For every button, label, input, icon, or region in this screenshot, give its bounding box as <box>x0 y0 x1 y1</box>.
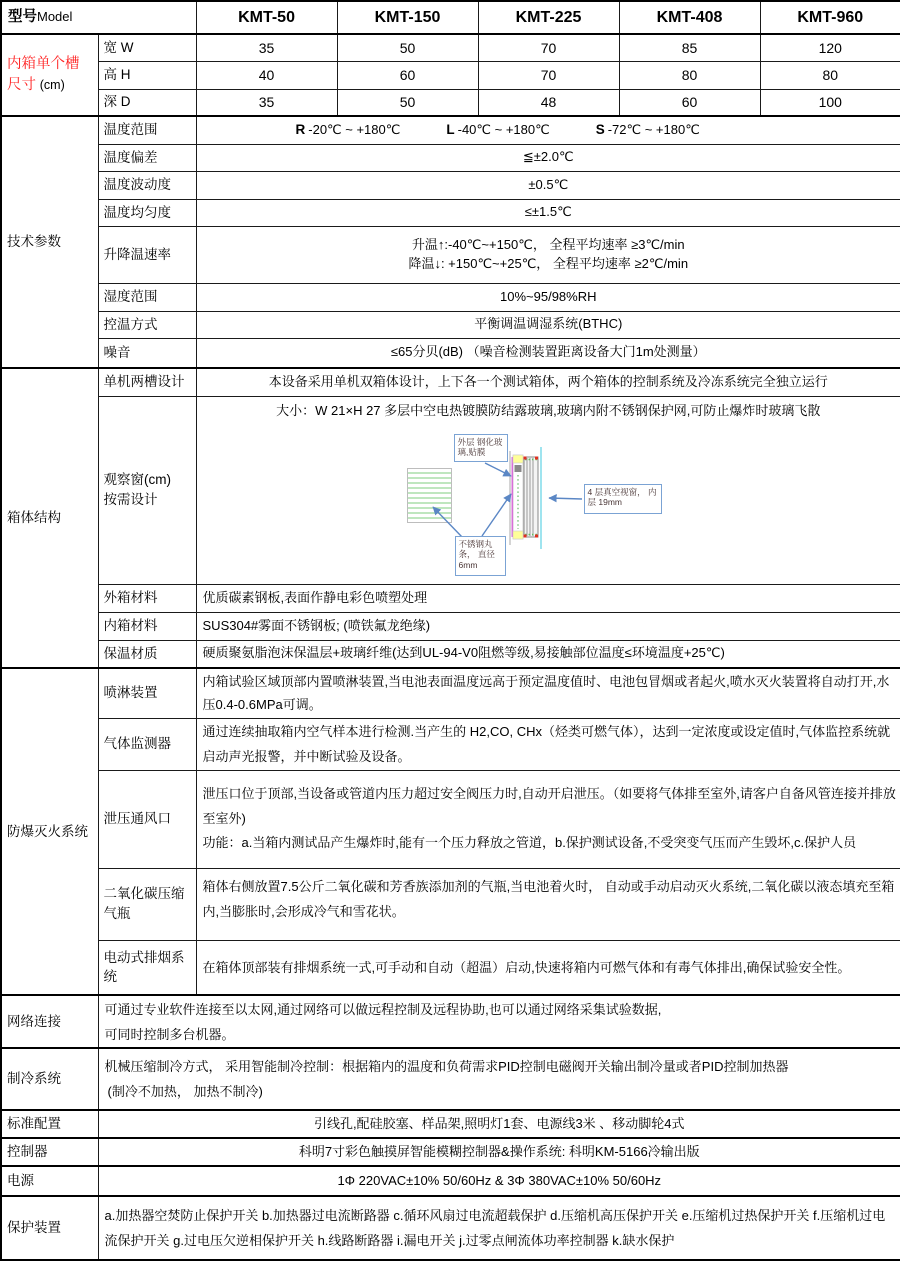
model-kmt-225: KMT-225 <box>478 1 619 34</box>
tech-row-noise <box>1 338 900 368</box>
dim-row-height <box>1 61 900 89</box>
dim-width-kmt408: 85 <box>619 34 760 61</box>
structure-row-inner-material <box>1 612 900 640</box>
structure-row-insulation <box>1 640 900 668</box>
structure-row-window <box>1 396 900 584</box>
dim-row-width <box>1 34 900 61</box>
temp-deviation-value: ≦±2.0℃ <box>196 144 900 171</box>
callout-vacuum-window: 4 层真空视窗， 内层 19mm <box>584 484 662 514</box>
noise-value: ≤65分贝(dB) （噪音检测装置距离设备大门1m处测量） <box>196 338 900 368</box>
window-label <box>98 396 196 584</box>
model-label-cn: 型号 <box>8 8 37 25</box>
network-line1: 可通过专业软件连接至以太网,通过网络可以做远程控制及远程协助,也可以通过网络采集试验数据, <box>104 1001 662 1017</box>
ramp-rate-label: 升降温速率 <box>98 226 196 283</box>
pressure-vent-line2: 功能：a.当箱内测试品产生爆炸时,能有一个压力释放之管道，b.保护测试设备,不受突变气压而产生毁坏,c.保护人员 <box>202 835 857 851</box>
dim-height-label: 高 H <box>98 61 196 89</box>
model-kmt-150: KMT-150 <box>337 1 478 34</box>
pressure-vent-line1: 泄压口位于顶部,当设备或管道内压力超过安全阀压力时,自动开启泄压。（如要将气体排至室外,请客户自备风管连接并排放至室外) <box>202 786 896 826</box>
fire-row-gas-monitor <box>1 718 900 770</box>
control-mode-label: 控温方式 <box>98 311 196 338</box>
insulation-label: 保温材质 <box>98 640 196 668</box>
temp-fluctuation-value: ±0.5℃ <box>196 171 900 199</box>
inner-dim-unit: (cm) <box>39 78 65 92</box>
dim-width-kmt50: 35 <box>196 34 337 61</box>
network-label: 网络连接 <box>1 995 98 1048</box>
temp-uniformity-label: 温度均匀度 <box>98 199 196 226</box>
row-standard-config <box>1 1110 900 1138</box>
temp-range-value <box>196 116 900 144</box>
dim-height-kmt960: 80 <box>760 61 900 89</box>
network-value <box>98 995 900 1048</box>
control-mode-value: 平衡调温调湿系统(BTHC) <box>196 311 900 338</box>
tech-row-control-mode <box>1 311 900 338</box>
section-structure: 箱体结构 <box>1 368 98 668</box>
cooling-line1: 机械压缩制冷方式， 采用智能制冷控制：根据箱内的温度和负荷需求PID控制电磁阀开关输出制冷量或者PID控制加热器 <box>104 1059 789 1074</box>
temp-range-s: S -72℃ ~ +180℃ <box>595 122 700 138</box>
row-cooling <box>1 1048 900 1110</box>
temp-range-label: 温度范围 <box>98 116 196 144</box>
inner-dim-label-red: 内箱单个槽尺寸 <box>7 55 80 93</box>
co2-cylinder-label: 二氧化碳压缩气瓶 <box>98 868 196 940</box>
protection-value: a.加热器空焚防止保护开关 b.加热器过电流断路器 c.循环风扇过电流超载保护 d.压缩机高压保护开关 e.压缩机过热保护开关 f.压缩机过电流保护开关 g.过电压欠逆相保护开关 h.线路断路器 i.漏电开关 j.过零点闸流体功率控制器 k.缺水保护 <box>98 1196 900 1260</box>
dual-chamber-value: 本设备采用单机双箱体设计，上下各一个测试箱体，两个箱体的控制系统及冷冻系统完全独立运行 <box>196 368 900 396</box>
dim-height-kmt150: 60 <box>337 61 478 89</box>
pressure-vent-label: 泄压通风口 <box>98 770 196 868</box>
window-label-line1: 观察窗(cm) <box>103 472 171 488</box>
section-fire-system: 防爆灭火系统 <box>1 668 98 995</box>
callout-steel-mesh: 不锈钢丸条， 直径 6mm <box>455 536 506 576</box>
model-header-cell <box>1 1 196 34</box>
smoke-exhaust-value: 在箱体顶部装有排烟系统一式,可手动和自动（超温）启动,快速将箱内可燃气体和有毒气体排出,确保试验安全性。 <box>196 940 900 995</box>
fire-row-pressure-vent <box>1 770 900 868</box>
dim-width-kmt225: 70 <box>478 34 619 61</box>
cooling-line2: (制冷不加热， 加热不制冷) <box>107 1084 263 1099</box>
row-power <box>1 1166 900 1196</box>
temp-fluctuation-label: 温度波动度 <box>98 171 196 199</box>
temp-range-groups <box>201 120 897 140</box>
temp-uniformity-value: ≤±1.5℃ <box>196 199 900 226</box>
dim-depth-kmt408: 60 <box>619 89 760 116</box>
humidity-label: 湿度范围 <box>98 283 196 311</box>
model-kmt-960: KMT-960 <box>760 1 900 34</box>
controller-value: 科明7寸彩色触摸屏智能模糊控制器&操作系统: 科明KM-5166冷输出版 <box>98 1138 900 1166</box>
dim-depth-kmt150: 50 <box>337 89 478 116</box>
structure-row-dual-chamber <box>1 368 900 396</box>
power-label: 电源 <box>1 1166 98 1196</box>
cooling-label: 制冷系统 <box>1 1048 98 1110</box>
dim-depth-kmt960: 100 <box>760 89 900 116</box>
power-value: 1Φ 220VAC±10% 50/60Hz & 3Φ 380VAC±10% 50/60Hz <box>98 1166 900 1196</box>
sprinkler-value: 内箱试验区域顶部内置喷淋装置,当电池表面温度远高于预定温度值时、电池包冒烟或者起火,喷水灭火装置将自动打开,水压0.4-0.6MPa可调。 <box>196 668 900 718</box>
standard-config-label: 标准配置 <box>1 1110 98 1138</box>
row-controller <box>1 1138 900 1166</box>
ramp-rate-line2: 降温↓: +150℃~+25℃， 全程平均速率 ≥2℃/min <box>408 255 689 271</box>
dim-height-kmt50: 40 <box>196 61 337 89</box>
sprinkler-label: 喷淋装置 <box>98 668 196 718</box>
dual-chamber-label: 单机两槽设计 <box>98 368 196 396</box>
dim-depth-kmt225: 48 <box>478 89 619 116</box>
outer-material-label: 外箱材料 <box>98 584 196 612</box>
tech-row-temp-range <box>1 116 900 144</box>
protection-label: 保护装置 <box>1 1196 98 1260</box>
section-tech-params: 技术参数 <box>1 116 98 368</box>
window-size-text: 大小：W 21×H 27 多层中空电热镀膜防结露玻璃,玻璃内附不锈钢保护网,可防止爆炸时玻璃飞散 <box>276 402 821 418</box>
callout-outer-glass: 外层 钢化玻璃,贴膜 <box>454 434 508 462</box>
temp-range-r: R -20℃ ~ +180℃ <box>295 122 401 138</box>
header-row <box>1 1 900 34</box>
smoke-exhaust-label: 电动式排烟系统 <box>98 940 196 995</box>
co2-cylinder-value: 箱体右侧放置7.5公斤二氧化碳和芳香族添加剂的气瓶,当电池着火时， 自动或手动启动灭火系统,二氧化碳以液态填充至箱内,当膨胀时,会形成冷气和雪花状。 <box>196 868 900 940</box>
dim-depth-kmt50: 35 <box>196 89 337 116</box>
tech-row-humidity <box>1 283 900 311</box>
dim-width-kmt150: 50 <box>337 34 478 61</box>
model-label-en: Model <box>37 8 73 24</box>
outer-material-value: 优质碳素钢板,表面作静电彩色喷塑处理 <box>196 584 900 612</box>
humidity-value: 10%~95/98%RH <box>196 283 900 311</box>
window-diagram-cell <box>196 396 900 584</box>
dim-width-kmt960: 120 <box>760 34 900 61</box>
cooling-value <box>98 1048 900 1110</box>
model-kmt-408: KMT-408 <box>619 1 760 34</box>
insulation-value: 硬质聚氨脂泡沫保温层+玻璃纤维(达到UL-94-V0阻燃等级,易接触部位温度≤环境温度+25℃) <box>196 640 900 668</box>
temp-range-l: L -40℃ ~ +180℃ <box>446 122 550 138</box>
dim-row-depth <box>1 89 900 116</box>
inner-material-label: 内箱材料 <box>98 612 196 640</box>
gas-monitor-value: 通过连续抽取箱内空气样本进行检测.当产生的 H2,CO, CHx（烃类可燃气体），达到一定浓度或设定值时,气体监控系统就启动声光报警，并中断试验及设备。 <box>196 718 900 770</box>
window-diagram-graphic <box>197 397 900 585</box>
structure-row-outer-material <box>1 584 900 612</box>
dim-height-kmt225: 70 <box>478 61 619 89</box>
section-inner-dimensions <box>1 34 98 116</box>
dim-height-kmt408: 80 <box>619 61 760 89</box>
tech-row-temp-deviation <box>1 144 900 171</box>
tech-row-ramp-rate <box>1 226 900 283</box>
fire-row-sprinkler <box>1 668 900 718</box>
row-network <box>1 995 900 1048</box>
fire-row-smoke-exhaust <box>1 940 900 995</box>
controller-label: 控制器 <box>1 1138 98 1166</box>
ramp-rate-line1: 升温↑:-40℃~+150℃， 全程平均速率 ≥3℃/min <box>411 236 685 252</box>
noise-label: 噪音 <box>98 338 196 368</box>
standard-config-value: 引线孔,配硅胶塞、样品架,照明灯1套、电源线3米 、移动脚轮4式 <box>98 1110 900 1138</box>
fire-row-co2-cylinder <box>1 868 900 940</box>
temp-deviation-label: 温度偏差 <box>98 144 196 171</box>
inner-material-value: SUS304#雾面不锈钢板; (喷铁氟龙绝缘) <box>196 612 900 640</box>
network-line2: 可同时控制多台机器。 <box>104 1026 235 1042</box>
window-label-line2: 按需设计 <box>103 492 158 507</box>
pressure-vent-value <box>196 770 900 868</box>
dim-depth-label: 深 D <box>98 89 196 116</box>
model-kmt-50: KMT-50 <box>196 1 337 34</box>
ramp-rate-value <box>196 226 900 283</box>
tech-row-temp-fluctuation <box>1 171 900 199</box>
tech-row-temp-uniformity <box>1 199 900 226</box>
dim-width-label: 宽 W <box>98 34 196 61</box>
row-protection <box>1 1196 900 1260</box>
gas-monitor-label: 气体监测器 <box>98 718 196 770</box>
